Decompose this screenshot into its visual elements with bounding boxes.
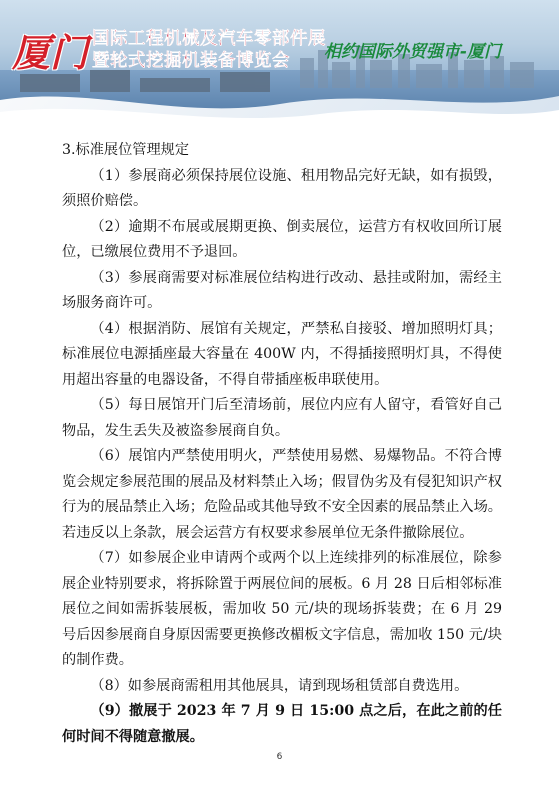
rule-paragraph-6: （6）展馆内严禁使用明火，严禁使用易燃、易爆物品。不符合博览会规定参展范围的展品及材料禁止入场；假冒伪劣及有侵犯知识产权行为的展品禁止入场；危险品或其他导致不安全因素的展品禁止入场。若违反以上条款，展会运营方有权要求参展单位无条件撤除展位。 [62,448,502,541]
rule-paragraph-1: （1）参展商必须保持展位设施、租用物品完好无缺，如有损毁，须照价赔偿。 [62,167,502,209]
logo-char-xia: 厦 [12,30,51,75]
rule-paragraph-2: （2）逾期不布展或展期更换、倒卖展位，运营方有权收回所订展位，已缴展位费用不予退回。 [62,218,502,260]
header-banner [0,0,559,128]
banner-slogan: 相约国际外贸强市-厦门 [324,42,502,62]
rule-paragraph-4: （4）根据消防、展馆有关规定，严禁私自接驳、增加照明灯具；标准展位电源插座最大容量在 400W 内，不得插接照明灯具，不得使用超出容量的电器设备，不得自带插座板串联使用。 [62,320,502,388]
logo-char-men: 门 [50,30,89,75]
rule-paragraph-5: （5）每日展馆开门后至清场前，展位内应有人留守，看管好自己物品，发生丢失及被盗参展商自负。 [62,397,502,439]
rule-paragraph-8: （8）如参展商需租用其他展具，请到现场租赁部自费选用。 [90,677,469,694]
section-title: 3.标准展位管理规定 [62,142,190,158]
banner-title-line2: 暨轮式挖掘机装备博览会 [92,51,290,71]
document-body [62,138,502,750]
page-number: 6 [276,752,283,762]
rule-paragraph-3: （3）参展商需要对标准展位结构进行改动、悬挂或附加，需经主场服务商许可。 [62,269,502,311]
banner-title-line1: 国际工程机械及汽车零部件展 [92,29,326,49]
rule-paragraph-9: （9）撤展于 2023 年 7 月 9 日 15:00 点之后，在此之前的任何时间不得随意撤展。 [62,703,502,745]
rule-paragraph-7: （7）如参展企业申请两个或两个以上连续排列的标准展位，除参展企业特别要求，将拆除置于两展位间的展板。6 月 28 日后相邻标准展位之间如需拆装展板，需加收 50 元/块的现场拆装费；在 6 月 29 号后因参展商自身原因需要更换修改楣板文字信息，需加收 150 元/块的制作费。 [62,550,502,668]
